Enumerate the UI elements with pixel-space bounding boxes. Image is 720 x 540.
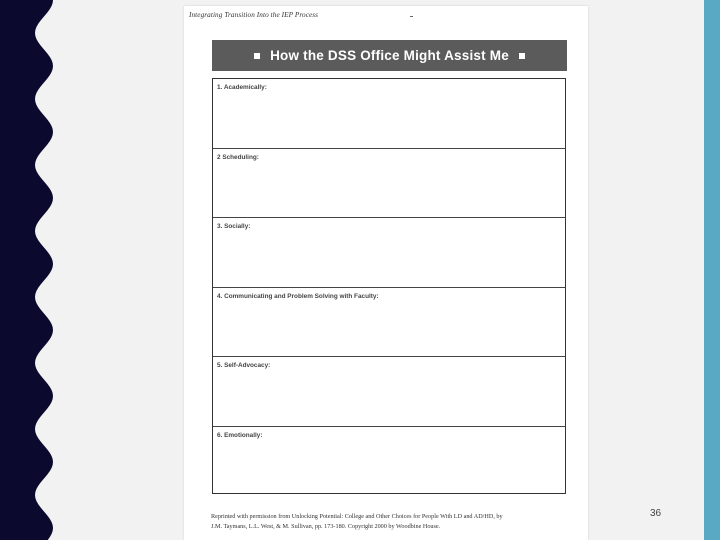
wave-border-decoration bbox=[0, 0, 60, 540]
form-row-communicating[interactable] bbox=[213, 287, 565, 356]
form-row-socially[interactable] bbox=[213, 217, 565, 287]
form-row-scheduling[interactable] bbox=[213, 148, 565, 217]
citation-line-2: J.M. Taymans, L.L. West, & M. Sullivan, pp. 173-180. Copyright 2000 by Woodbine House. bbox=[211, 522, 441, 530]
row-label: 3. Socially: bbox=[217, 223, 251, 230]
title-banner bbox=[212, 40, 567, 71]
header-mark bbox=[410, 16, 413, 17]
right-accent-stripe bbox=[704, 0, 720, 540]
running-head: Integrating Transition Into the IEP Process bbox=[189, 11, 319, 19]
square-bullet-icon bbox=[254, 53, 260, 59]
document-page bbox=[184, 6, 588, 540]
banner-title: How the DSS Office Might Assist Me bbox=[270, 48, 509, 63]
row-label: 6. Emotionally: bbox=[217, 432, 263, 439]
row-label: 2 Scheduling: bbox=[217, 154, 259, 161]
row-label: 5. Self-Advocacy: bbox=[217, 362, 271, 369]
row-label: 4. Communicating and Problem Solving with Faculty: bbox=[217, 293, 379, 300]
form-row-self-advocacy[interactable] bbox=[213, 356, 565, 426]
slide-number: 36 bbox=[650, 508, 662, 519]
citation-line-1: Reprinted with permission from Unlocking Potential: College and Other Choices for People With LD and AD/HD, by bbox=[211, 513, 503, 520]
citation bbox=[211, 512, 583, 531]
form-row-emotionally[interactable] bbox=[213, 426, 565, 493]
square-bullet-icon bbox=[519, 53, 525, 59]
row-label: 1. Academically: bbox=[217, 84, 267, 91]
assistance-form bbox=[212, 78, 566, 494]
form-row-academically[interactable] bbox=[213, 79, 565, 148]
